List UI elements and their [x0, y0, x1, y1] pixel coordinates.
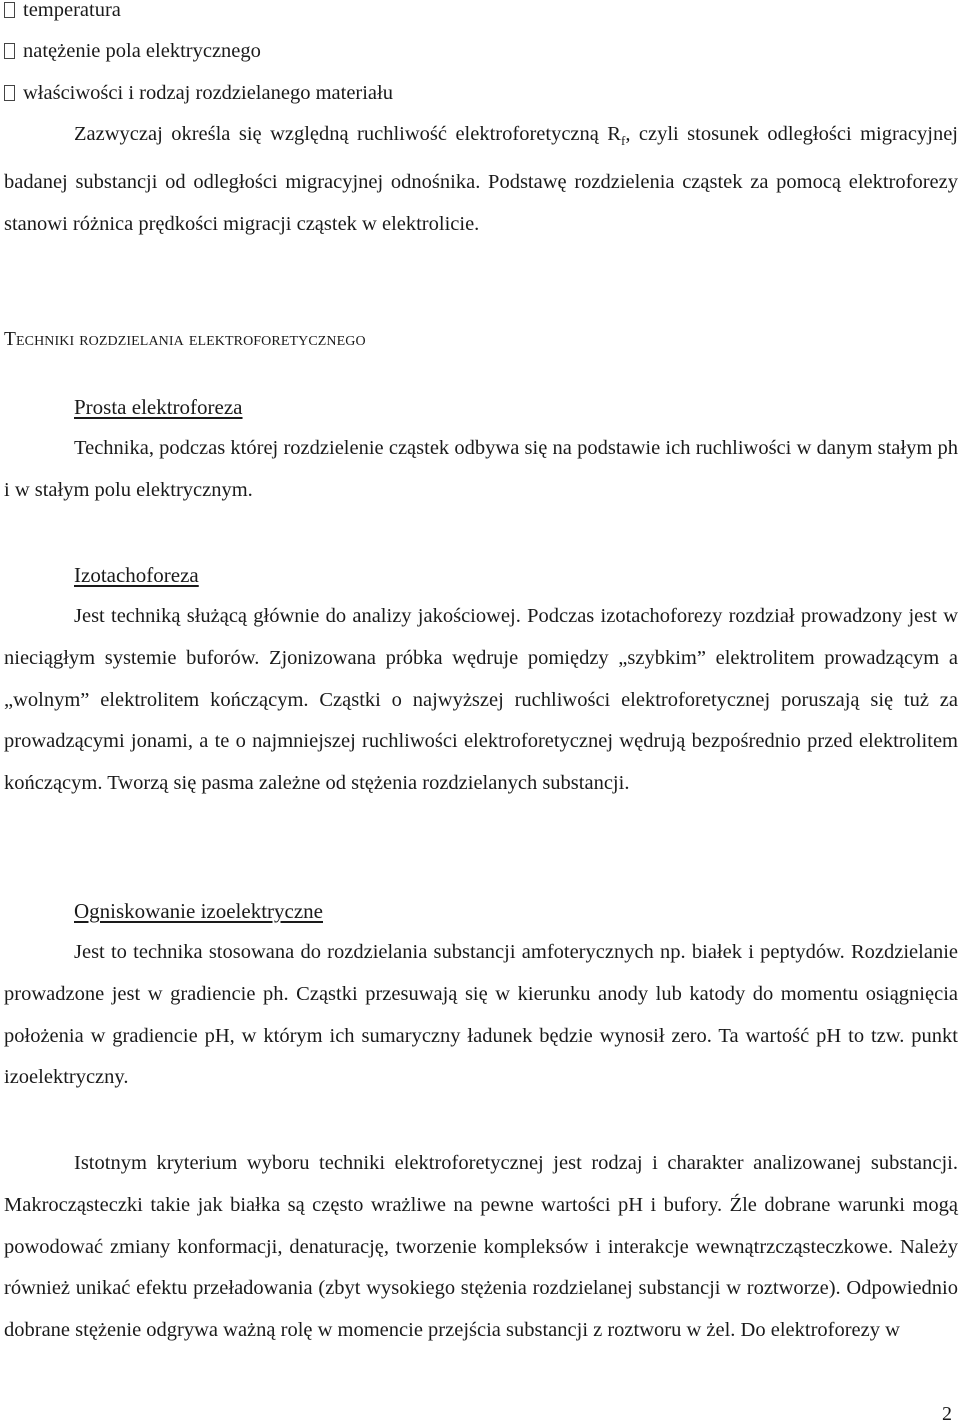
intro-paragraph: [4, 114, 958, 245]
closing-paragraph: Istotnym kryterium wyboru techniki elektroforetycznej jest rodzaj i charakter analizowanej substancji. Makrocząsteczki takie jak białka są często wrażliwe na pewne wartości pH i bufory. Źle dobrane warunki mogą powodować zmiany konformacji, denaturację, tworzenie kompleksów i interakcje wewnątrzcząsteczkowe. Należy również unikać efektu przeładowania (zbyt wysokiego stężenia rozdzielanej substancji w roztworze). Odpowiednio dobrane stężenie odgrywa ważną rolę w momencie przejścia substancji z roztworu w żel. Do elektroforezy w: [4, 1152, 958, 1342]
subsection-text: Technika, podczas której rozdzielenie cząstek odbywa się na podstawie ich ruchliwości w danym stałym ph i w stałym polu elektrycznym.: [4, 437, 958, 501]
bullet-item: [4, 0, 121, 20]
subsection-text: Jest techniką służącą głównie do analizy jakościowej. Podczas izotachoforezy rozdział prowadzony jest w nieciągłym systemie buforów. Zjonizowana próbka wędruje pomiędzy „szybkim” elektrolitem prowadzącym a „wolnym” elektrolitem kończącym. Cząstki o najwyższej ruchliwości elektroforetycznej poruszają się tuż za prowadzącymi jonami, a te o najmniejszej ruchliwości elektroforetycznej wędrują bezpośrednio przed elektrolitem kończącym. Tworzą się pasma zależne od stężenia rozdzielanych substancji.: [4, 605, 958, 795]
subsection-title: Prosta elektroforeza: [74, 395, 243, 419]
checkbox-icon: [4, 85, 15, 101]
bullet-text: natężenie pola elektrycznego: [23, 40, 261, 62]
bullet-item: [4, 83, 393, 103]
bullet-item: [4, 41, 261, 61]
page-number: 2: [942, 1403, 952, 1425]
checkbox-icon: [4, 43, 15, 59]
subsection-text: Jest to technika stosowana do rozdzielania substancji amfoterycznych np. białek i peptydów. Rozdzielanie prowadzone jest w gradiencie ph. Cząstki przesuwają się w kierunku anody lub katody do momentu osiągnięcia położenia w gradiencie pH, w którym ich sumaryczny ładunek będzie wynosił zero. Ta wartość pH to tzw. punkt izoelektryczny.: [4, 941, 958, 1089]
subsection-title: Ogniskowanie izoelektryczne: [74, 899, 323, 923]
bullet-text: właściwości i rodzaj rozdzielanego materiału: [23, 82, 393, 104]
subsection-title: Izotachoforeza: [74, 563, 199, 587]
bullet-text: temperatura: [23, 0, 121, 21]
intro-text-end: , czyli stosunek odległości migracyjnej badanej substancji od odległości migracyjnej odnośnika. Podstawę rozdzielenia cząstek za pomocą elektroforezy stanowi różnica prędkości migracji cząstek w elektrolicie.: [4, 123, 958, 235]
intro-text-start: Zazwyczaj określa się względną ruchliwość elektroforetyczną R: [74, 123, 621, 145]
subscript-f: f: [620, 133, 626, 148]
section-heading: Techniki rozdzielania elektroforetycznego: [4, 329, 366, 350]
checkbox-icon: [4, 2, 15, 18]
